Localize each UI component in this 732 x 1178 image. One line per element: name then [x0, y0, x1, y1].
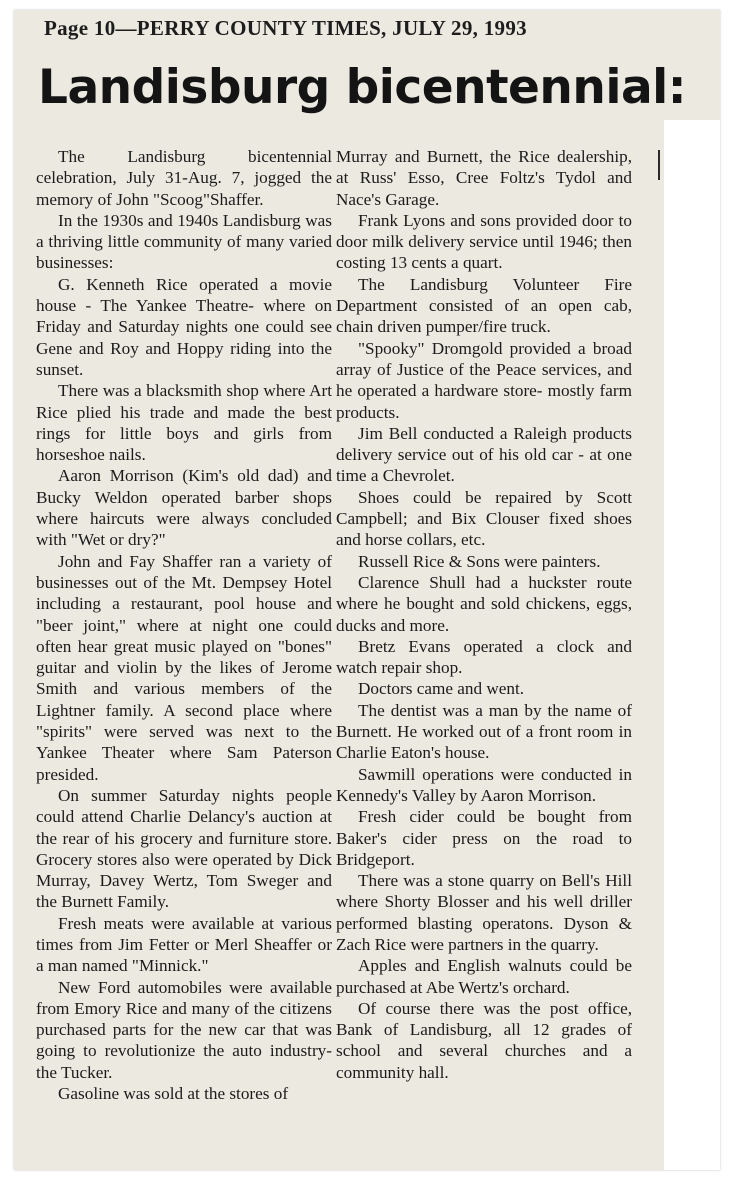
paragraph: Gasoline was sold at the stores of — [58, 1084, 289, 1104]
paragraph: Russell Rice & Sons were painters. — [358, 551, 601, 571]
paragraph: Fresh cider could be bought from Baker's cider press on the road to Bridgeport. — [336, 807, 632, 869]
paragraph-continued: Murray and Burnett, the Rice dealership, at Russ' Esso, Cree Foltz's Tydol and Nace's Garage. — [336, 147, 632, 209]
page-header: Page 10—PERRY COUNTY TIMES, JULY 29, 1993 — [44, 16, 527, 40]
paragraph: John and Fay Shaffer ran a variety of businesses out of the Mt. Dempsey Hotel including a restaurant, pool house and "beer joint," where at night one could often hear great music played on "bones" guitar and violin by the likes of Jerome Smith and various members of the Lightner family. A second place where "spirits" were served was next to the Yankee Theater where Sam Paterson presided. — [36, 551, 332, 784]
paragraph: "Spooky" Dromgold provided a broad array of Justice of the Peace services, and he operated a hardware store- mostly farm products. — [336, 338, 632, 422]
paragraph: In the 1930s and 1940s Landisburg was a thriving little community of many varied businesses: — [36, 210, 332, 273]
paragraph: Of course there was the post office, Bank of Landisburg, all 12 grades of school and several churches and a community hall. — [336, 998, 632, 1082]
paragraph: Jim Bell conducted a Raleigh products delivery service out of his old car - at one time a Chevrolet. — [336, 423, 632, 486]
paragraph: Clarence Shull had a huckster route where he bought and sold chickens, eggs, ducks and more. — [336, 572, 632, 635]
paragraph: The Landisburg Volunteer Fire Department consisted of an open cab, chain driven pumper/fire truck. — [336, 274, 632, 337]
column-rule — [658, 150, 660, 180]
paragraph: Aaron Morrison (Kim's old dad) and Bucky Weldon operated barber shops where haircuts were always concluded with "Wet or dry?" — [36, 466, 332, 550]
headline: Landisburg bicentennial: — [38, 60, 687, 115]
paragraph: The dentist was a man by the name of Burnett. He worked out of a front room in Charlie Eaton's house. — [336, 700, 632, 763]
paragraph: Apples and English walnuts could be purchased at Abe Wertz's orchard. — [336, 956, 632, 997]
paragraph: The Landisburg bicentennial celebration, July 31-Aug. 7, jogged the memory of John "Scoog"Shaffer. — [36, 147, 332, 209]
paragraph: Frank Lyons and sons provided door to door milk delivery service until 1946; then costing 13 cents a quart. — [336, 210, 632, 273]
paragraph: Bretz Evans operated a clock and watch repair shop. — [336, 636, 632, 678]
paragraph: Shoes could be repaired by Scott Campbell; and Bix Clouser fixed shoes and horse collars, etc. — [336, 487, 632, 550]
paragraph: There was a stone quarry on Bell's Hill where Shorty Blosser and his well driller performed blasting operatons. Dyson & Zach Rice were partners in the quarry. — [336, 871, 632, 954]
paragraph: G. Kenneth Rice operated a movie house - The Yankee Theatre- where on Friday and Saturday nights one could see Gene and Roy and Hoppy riding into the sunset. — [36, 274, 332, 379]
article-left-column — [36, 146, 332, 1104]
paragraph: Sawmill operations were conducted in Kennedy's Valley by Aaron Morrison. — [336, 764, 632, 805]
article-right-column — [336, 146, 632, 1083]
paragraph: Fresh meats were available at various times from Jim Fetter or Merl Sheaffer or a man named "Minnick." — [36, 913, 332, 976]
paragraph: There was a blacksmith shop where Art Rice plied his trade and made the best rings for little boys and girls from horseshoe nails. — [36, 381, 332, 465]
clipping-cut-edge — [664, 120, 720, 1170]
paragraph: Doctors came and went. — [358, 679, 525, 699]
paragraph: On summer Saturday nights people could attend Charlie Delancy's auction at the rear of his grocery and furniture store. Grocery stores also were operated by Dick Murray, Davey Wertz, Tom Sweger and the Burnett Family. — [36, 785, 332, 912]
paragraph: New Ford automobiles were available from Emory Rice and many of the citizens purchased parts for the new car that was going to revolutionize the auto industry- the Tucker. — [36, 977, 332, 1082]
